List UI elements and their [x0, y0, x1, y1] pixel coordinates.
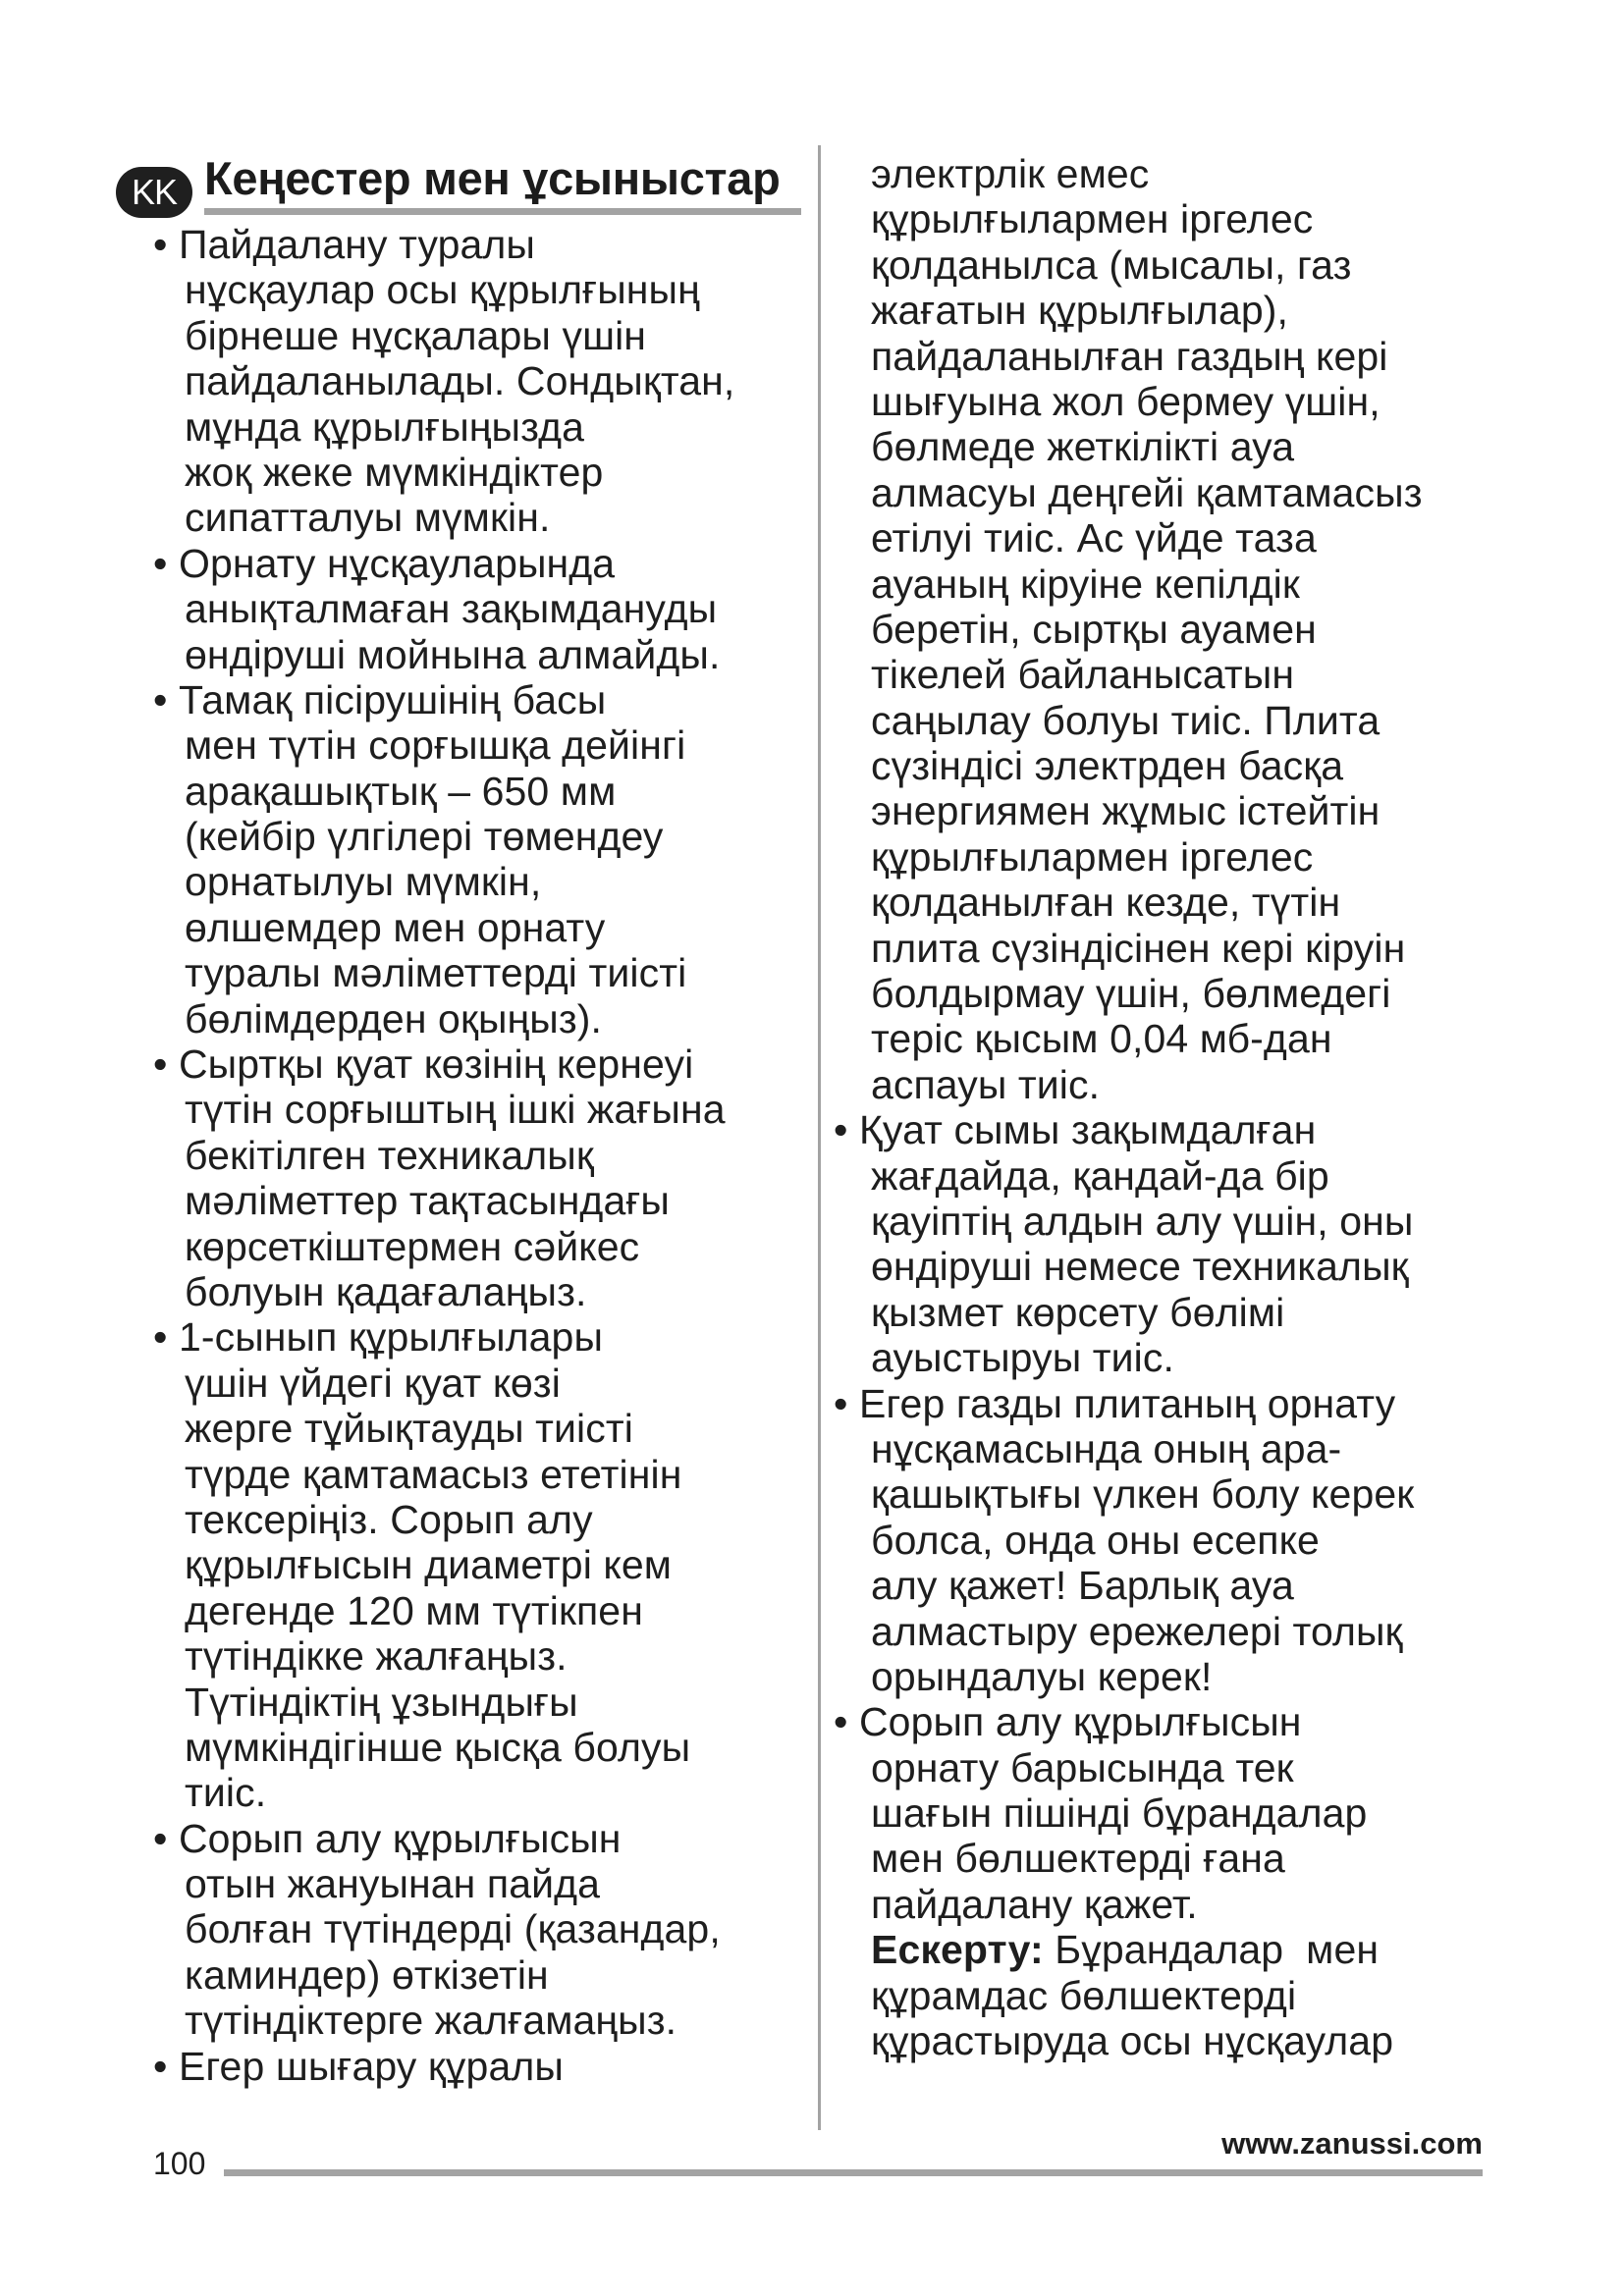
paragraph-line: құрылғылармен іргелес	[871, 196, 1314, 242]
bullet-line: нұсқаулар осы құрылғының	[185, 267, 700, 313]
bullet-text: Егер шығару құралы	[178, 2043, 564, 2089]
paragraph-line: пайдаланылған газдың кері	[871, 333, 1388, 379]
bullet-line: пайдаланылады. Сондықтан,	[185, 358, 735, 404]
bullet-line: үшін үйдегі қуат көзі	[185, 1360, 561, 1406]
title-underline	[204, 208, 801, 215]
bullet-first-line	[153, 2044, 817, 2089]
bullet-line: шағын пішінді бұрандалар	[871, 1790, 1368, 1837]
bullet-marker: •	[153, 1815, 179, 1861]
bullet-line: орнатылуы мүмкін,	[185, 859, 542, 905]
bullet-line: мәліметтер тақтасындағы	[185, 1178, 670, 1224]
bullet-item	[153, 1314, 817, 1815]
paragraph-line: бөлмеде жеткілікті ауа	[871, 424, 1295, 470]
paragraph-line: сүзіндісі электрден басқа	[871, 743, 1344, 789]
bullet-marker: •	[153, 676, 179, 722]
paragraph-line: қолданылса (мысалы, газ	[871, 241, 1352, 288]
bullet-line: жоқ жеке мүмкіндіктер	[185, 449, 604, 495]
bullet-line: қызмет көрсету бөлімі	[871, 1289, 1285, 1335]
paragraph-line: жағатын құрылғылар),	[871, 288, 1288, 334]
bullet-line: болған түтіндерді (қазандар,	[185, 1906, 721, 1952]
page-number: 100	[153, 2146, 206, 2181]
bullet-marker: •	[834, 1380, 859, 1426]
bullet-line: қашықтығы үлкен болу керек	[871, 1471, 1415, 1518]
bullet-line: орындалуы керек!	[871, 1653, 1213, 1699]
footer-rule	[224, 2169, 1483, 2176]
bullet-line: болуын қадағалаңыз.	[185, 1268, 587, 1314]
bullet-text: 1-сынып құрылғылары	[178, 1314, 604, 1361]
bullet-item	[834, 1699, 1501, 1927]
bullet-line: өндіруші мойнына алмайды.	[185, 631, 721, 677]
bullet-first-line	[153, 1314, 817, 1360]
bullet-line: бекітілген техникалық	[185, 1132, 594, 1178]
bullet-marker: •	[153, 1041, 179, 1088]
bullet-item	[153, 1041, 817, 1314]
bullet-line: алмастыру ережелері толық	[871, 1608, 1403, 1654]
column-divider	[818, 145, 821, 2130]
paragraph-line: құрылғылармен іргелес	[871, 833, 1314, 880]
bullet-text: Қуат сымы зақымдалған	[858, 1107, 1317, 1153]
paragraph-line: қолданылған кезде, түтін	[871, 880, 1341, 926]
bullet-text: Орнату нұсқауларында	[178, 540, 616, 586]
paragraph-line: электрлік емес	[871, 151, 1150, 196]
paragraph-line: етілуі тиіс. Ас үйде таза	[871, 515, 1317, 561]
paragraph-line: беретін, сыртқы ауамен	[871, 606, 1317, 652]
bullet-item	[153, 2044, 817, 2089]
bullet-first-line	[153, 1041, 817, 1087]
bullet-line: түтіндіктерге жалғамаңыз.	[185, 1998, 677, 2044]
bullet-first-line	[834, 1699, 1501, 1744]
paragraph-line: алмасуы деңгейі қамтамасыз	[871, 469, 1423, 515]
bullet-line: алу қажет! Барлық ауа	[871, 1563, 1294, 1609]
bullet-line: бөлімдерден оқыңыз).	[185, 995, 603, 1041]
language-badge: KK	[116, 167, 192, 218]
bullet-line: құрылғысын диаметрі кем	[185, 1542, 673, 1588]
bullet-line: сипатталуы мүмкін.	[185, 495, 551, 541]
bullet-line: бірнеше нұсқалары үшін	[185, 312, 647, 358]
bullet-item	[153, 222, 817, 541]
bullet-item	[153, 541, 817, 677]
paragraph-line: шығуына жол бермеу үшін,	[871, 378, 1380, 424]
bullet-line: туралы мәліметтерді тиісті	[185, 950, 687, 996]
bullet-item	[153, 677, 817, 1041]
bullet-text: Егер газды плитаның орнату	[858, 1380, 1396, 1426]
paragraph-line: аспауы тиіс.	[871, 1061, 1101, 1107]
left-column	[153, 222, 817, 2089]
note-text: Бұрандалар мен	[1043, 1927, 1380, 1973]
bullet-line: пайдалану қажет.	[871, 1881, 1198, 1927]
note-line: құрамдас бөлшектерді	[871, 1972, 1297, 2018]
bullet-first-line	[153, 677, 817, 722]
paragraph-line: ауаның кіруіне кепілдік	[871, 561, 1300, 607]
bullet-line: тексеріңіз. Сорып алу	[185, 1496, 593, 1542]
bullet-line: анықталмаған зақымдануды	[185, 586, 718, 632]
page-title: Кеңестер мен ұсыныстар	[204, 152, 781, 204]
paragraph-line: болдырмау үшін, бөлмедегі	[871, 971, 1391, 1017]
bullet-text: Тамақ пісірушінің басы	[178, 676, 607, 722]
website-url: www.zanussi.com	[1221, 2126, 1483, 2161]
bullet-line: қауіптің алдын алу үшін, оны	[871, 1198, 1414, 1244]
bullet-line: өлшемдер мен орнату	[185, 904, 606, 950]
paragraph-line: плита сүзіндісінен кері кіруін	[871, 925, 1406, 971]
bullet-line: дегенде 120 мм түтікпен	[185, 1587, 643, 1633]
bullet-marker: •	[153, 1314, 179, 1361]
bullet-line: жағдайда, қандай-да бір	[871, 1152, 1329, 1199]
bullet-line: мүмкіндігінше қысқа болуы	[185, 1724, 691, 1770]
bullet-marker: •	[153, 2043, 179, 2089]
bullet-first-line	[834, 1107, 1501, 1152]
bullet-line: түтін сорғыштың ішкі жағына	[185, 1087, 726, 1133]
bullet-text: Сыртқы қуат көзінің кернеуі	[178, 1041, 694, 1088]
warning-note	[834, 1927, 1501, 2063]
paragraph-line: тікелей байланысатын	[871, 652, 1295, 698]
bullet-line: болса, онда оны есепке	[871, 1517, 1320, 1563]
bullet-first-line	[153, 1816, 817, 1861]
bullet-line: түрде қамтамасыз ететінін	[185, 1451, 682, 1497]
bullet-line: отын жануынан пайда	[185, 1861, 601, 1907]
bullet-line: мұнда құрылғыңызда	[185, 403, 585, 450]
bullet-line: көрсеткіштермен сәйкес	[185, 1223, 640, 1269]
note-line: құрастыруда осы нұсқаулар	[871, 2018, 1394, 2064]
bullet-text: Сорып алу құрылғысын	[178, 1815, 622, 1861]
bullet-line: (кейбір үлгілері төмендеу	[185, 814, 664, 860]
paragraph-line: теріс қысым 0,04 мб-дан	[871, 1016, 1332, 1062]
bullet-line: түтіндікке жалғаңыз.	[185, 1633, 568, 1680]
bullet-item	[834, 1107, 1501, 1380]
note-label: Ескерту:	[871, 1927, 1044, 1973]
bullet-item	[153, 1816, 817, 2044]
right-column	[834, 151, 1501, 2063]
bullet-line: жерге тұйықтауды тиісті	[185, 1406, 633, 1452]
bullet-line: каминдер) өткізетін	[185, 1951, 549, 1998]
bullet-item	[834, 1381, 1501, 1700]
bullet-line: орнату барысында тек	[871, 1744, 1294, 1790]
bullet-first-line	[834, 1381, 1501, 1426]
continued-paragraph	[834, 151, 1501, 1107]
bullet-marker: •	[834, 1699, 859, 1745]
bullet-line: мен түтін сорғышқа дейінгі	[185, 722, 686, 769]
paragraph-line: саңылау болуы тиіс. Плита	[871, 697, 1380, 743]
bullet-marker: •	[153, 222, 179, 267]
bullet-line: арақашықтық – 650 мм	[185, 768, 617, 814]
bullet-line: Түтіндіктің ұзындығы	[185, 1679, 578, 1725]
bullet-line: тиіс.	[185, 1770, 267, 1816]
note-first-line	[834, 1927, 1501, 1972]
bullet-marker: •	[834, 1107, 859, 1153]
bullet-first-line	[153, 222, 817, 267]
bullet-line: нұсқамасында оның ара-	[871, 1425, 1342, 1471]
bullet-marker: •	[153, 540, 179, 586]
bullet-line: мен бөлшектерді ғана	[871, 1836, 1285, 1882]
paragraph-line: энергиямен жұмыс істейтін	[871, 788, 1380, 834]
bullet-first-line	[153, 541, 817, 586]
bullet-text: Пайдалану туралы	[178, 222, 535, 267]
bullet-line: өндіруші немесе техникалық	[871, 1244, 1409, 1290]
bullet-text: Сорып алу құрылғысын	[858, 1699, 1302, 1745]
bullet-line: ауыстыруы тиіс.	[871, 1335, 1174, 1381]
